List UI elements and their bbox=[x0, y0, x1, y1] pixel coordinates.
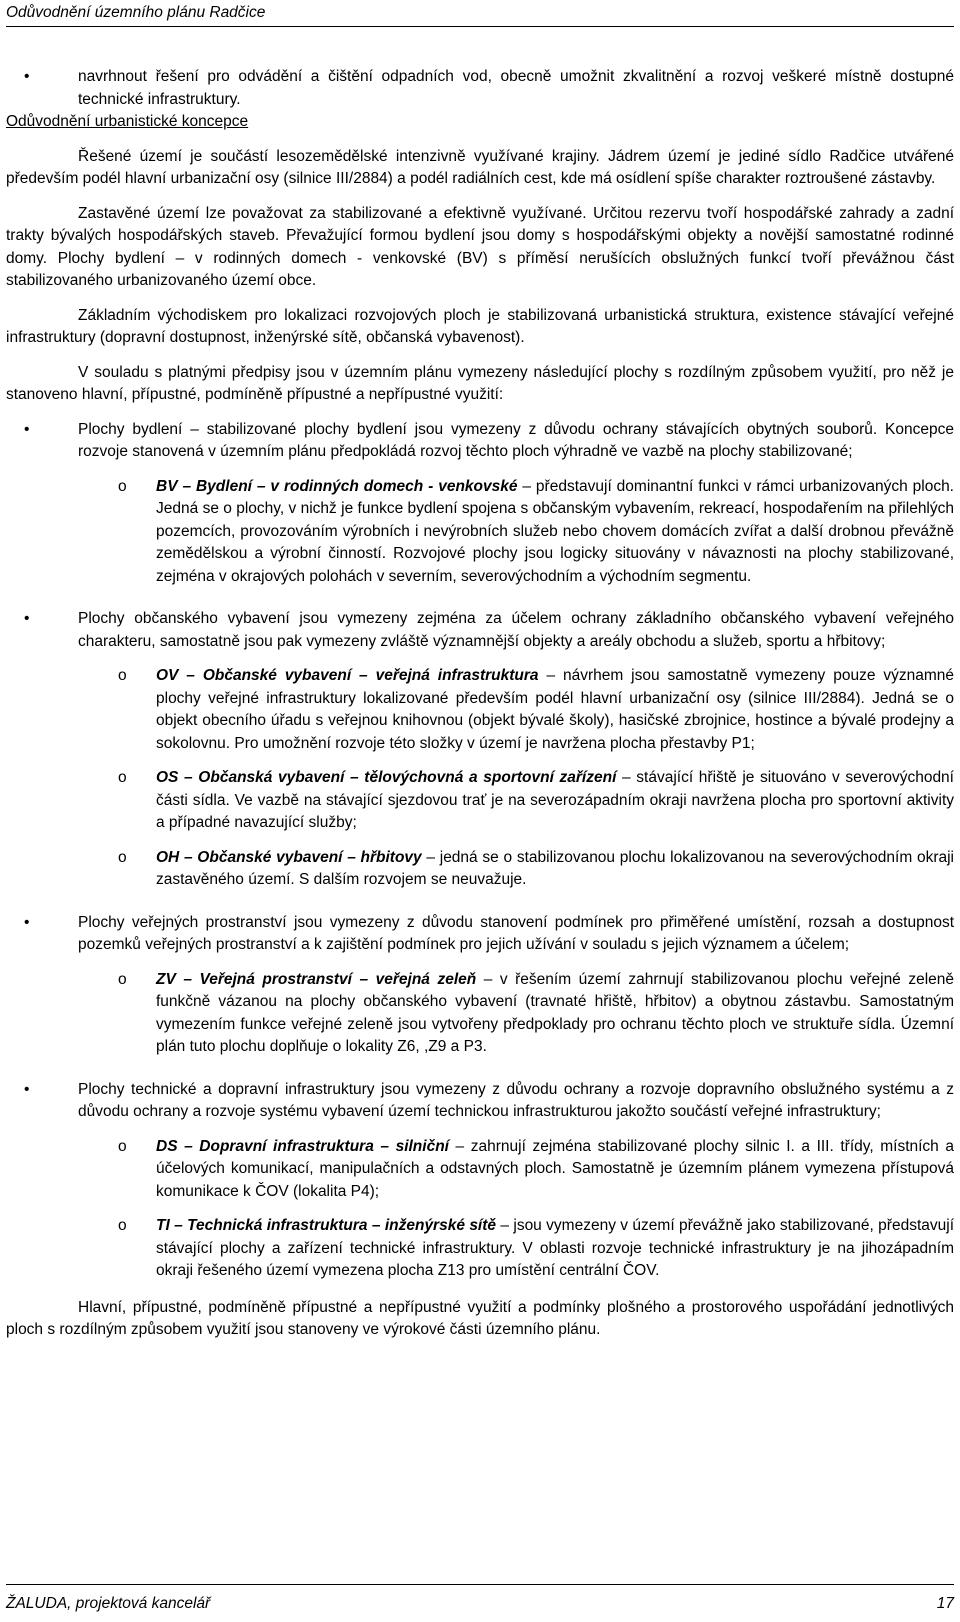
header-title: Odůvodnění územního plánu Radčice bbox=[6, 4, 266, 21]
bullet-intro-text: navrhnout řešení pro odvádění a čištění odpadních vod, obecně umožnit zkvalitnění a rozvoj veškeré místně dostupné technické infrastruktury. bbox=[78, 68, 954, 108]
document-body bbox=[6, 66, 954, 1342]
paragraph-3: Základním východiskem pro lokalizaci rozvojových ploch je stabilizovaná urbanistická struktura, existence stávající veřejné infrastruktury (dopravní dostupnost, inženýrské sítě, občanská vybavenost). bbox=[6, 306, 954, 346]
circle-bullet-icon: o bbox=[118, 769, 127, 786]
paragraph-final: Hlavní, přípustné, podmíněně přípustné a nepřípustné využití a podmínky plošného a prostorového uspořádání jednotlivých ploch s rozdílným způsobem využití jsou stanoveny ve výrokové části územního plánu. bbox=[6, 1298, 954, 1338]
sub-item-title: ZV – Veřejná prostranství – veřejná zeleň bbox=[156, 970, 477, 988]
sub-item-title: DS – Dopravní infrastruktura – silniční bbox=[156, 1137, 449, 1155]
bullet-infrastructure-text: Plochy technické a dopravní infrastruktury jsou vymezeny z důvodu ochrany a rozvoje dopravního obslužného systému a z důvodu ochrany a rozvoje systému vybavení území technickou infrastrukturou jakožto součástí veřejné infrastruktury; bbox=[78, 1080, 954, 1120]
sub-item-text: – návrhem jsou samostatně vymezeny pouze významné plochy veřejné infrastruktury lokalizované především podél hlavní urbanizační osy (silnice III/2884). Jedná se o objekt obecního úřadu s veřejnou knihovnou (objekt bývalé školy), hasičské zbrojnice, hostince a bývalé prodejny a sokolovnu. Pro umožnění rozvoje této složky v území je navržena plocha přestavby P1; bbox=[156, 667, 954, 752]
page-footer bbox=[6, 1584, 954, 1615]
bullet-icon: • bbox=[24, 68, 30, 85]
sub-item-ds bbox=[6, 1136, 954, 1204]
sub-item-bv bbox=[6, 476, 954, 589]
sub-item-text: – zahrnují zejména stabilizované plochy silnic I. a III. třídy, místních a účelových komunikací, manipulačních a odstavných ploch. Samostatně je územním plánem vymezena přístupová komunikace k ČOV (lokalita P4); bbox=[156, 1137, 954, 1200]
sub-item-text: – stávající hřiště je situováno v severovýchodní části sídla. Ve vazbě na stávající sjezdovou trať je na severozápadním okraji navržena plocha pro sportovní aktivity a případné navazující služby; bbox=[156, 769, 954, 831]
paragraph-4: V souladu s platnými předpisy jsou v územním plánu vymezeny následující plochy s rozdílným způsobem využití, pro něž je stanoveno hlavní, přípustné, podmíněně přípustné a nepřípustné využití: bbox=[6, 363, 954, 403]
sub-item-ov bbox=[6, 665, 954, 755]
bullet-housing bbox=[6, 419, 954, 464]
circle-bullet-icon: o bbox=[118, 477, 127, 495]
bullet-infrastructure bbox=[6, 1079, 954, 1124]
circle-bullet-icon: o bbox=[118, 1217, 127, 1234]
bullet-icon: • bbox=[24, 913, 30, 931]
sub-item-text: – v řešením území zahrnují stabilizovanou plochu veřejné zeleně funkčně vázanou na plochy občanského vybavení (travnaté hřiště, hřbitov) a obytnou zástavbu. Samostatným vymezením funkce veřejné zeleně jsou vytvořeny předpoklady pro ochranu těchto ploch ve struktuře sídla. Územní plán tuto plochu doplňuje o lokality Z6, ,Z9 a P3. bbox=[156, 970, 954, 1055]
sub-item-text: – představují dominantní funkci v rámci urbanizovaných ploch. Jedná se o plochy, v nichž je funkce bydlení spojena s občanským vybavením, rekreací, hospodařením na přilehlých pozemcích, provozováním výrobních i nevýrobních služeb nebo chovem domácích zvířat a další drobnou převážně zemědělskou a výrobní činností. Rozvojové plochy jsou logicky situovány v návaznosti na plochy stabilizované, zejména v okrajových polohách v severním, severovýchodním a východním segmentu. bbox=[156, 477, 954, 585]
paragraph-2: Zastavěné území lze považovat za stabilizované a efektivně využívané. Určitou rezervu tvoří hospodářské zahrady a zadní trakty bývalých hospodářských staveb. Převažující formou bydlení jsou domy s hospodářskými objekty a novější samostatné rodinné domy. Plochy bydlení – v rodinných domech - venkovské (BV) s příměsí nerušících obslužných funkcí tvoří převážnou část stabilizovaného urbanizovaného území obce. bbox=[6, 204, 954, 289]
circle-bullet-icon: o bbox=[118, 1137, 127, 1155]
sub-item-title: TI – Technická infrastruktura – inženýrské sítě bbox=[156, 1217, 497, 1234]
bullet-housing-text: Plochy bydlení – stabilizované plochy bydlení jsou vymezeny z důvodu ochrany stávajících obytných souborů. Koncepce rozvoje stanovená v územním plánu předpokládá rozvoj těchto ploch výhradně ve vazbě na plochy stabilizované; bbox=[78, 420, 954, 460]
section-heading: Odůvodnění urbanistické koncepce bbox=[6, 113, 249, 130]
page-number: 17 bbox=[936, 1595, 954, 1612]
bullet-icon: • bbox=[24, 420, 30, 438]
sub-item-text: – jsou vymezeny v území převážně jako stabilizované, představují stávající plochy a zařízení technické infrastruktury. V oblasti rozvoje technické infrastruktury je na jihozápadním okraji řešeného území vymezena plocha Z13 pro umístění centrální ČOV. bbox=[156, 1217, 954, 1279]
bullet-public-spaces bbox=[6, 912, 954, 957]
bullet-public-spaces-text: Plochy veřejných prostranství jsou vymezeny z důvodu stanovení podmínek pro přiměřené umístění, rozsah a dostupnost pozemků veřejných prostranství a k zajištění podmínek pro jejich užívání v souladu s jejich významem a účelem; bbox=[78, 913, 954, 953]
sub-item-title: OS – Občanská vybavení – tělovýchovná a sportovní zařízení bbox=[156, 769, 617, 786]
sub-item-title: OH – Občanské vybavení – hřbitovy bbox=[156, 848, 422, 866]
page-header bbox=[6, 0, 954, 27]
sub-item-text: – jedná se o stabilizovanou plochu lokalizovanou na severovýchodním okraji zastavěného území. S dalším rozvojem se neuvažuje. bbox=[156, 848, 955, 888]
circle-bullet-icon: o bbox=[118, 848, 127, 866]
bullet-icon: • bbox=[24, 1080, 30, 1098]
sub-item-title: BV – Bydlení – v rodinných domech - venkovské bbox=[156, 477, 518, 495]
circle-bullet-icon: o bbox=[118, 970, 127, 988]
sub-item-zv bbox=[6, 969, 954, 1059]
footer-company: ŽALUDA, projektová kancelář bbox=[6, 1595, 211, 1612]
sub-item-oh bbox=[6, 847, 954, 892]
bullet-civic-text: Plochy občanského vybavení jsou vymezeny zejména za účelem ochrany základního občanského vybavení veřejného charakteru, samostatně jsou pak vymezeny zvláště významnější objekty a areály obchodu a služeb, sportu a hřbitovy; bbox=[78, 610, 954, 650]
sub-item-os bbox=[6, 767, 954, 835]
circle-bullet-icon: o bbox=[118, 667, 127, 684]
sub-item-title: OV – Občanské vybavení – veřejná infrastruktura bbox=[156, 667, 539, 684]
bullet-icon: • bbox=[24, 610, 30, 627]
sub-item-ti bbox=[6, 1215, 954, 1283]
bullet-civic bbox=[6, 608, 954, 653]
bullet-intro bbox=[6, 66, 954, 111]
paragraph-1: Řešené území je součástí lesozemědělské intenzivně využívané krajiny. Jádrem území je jediné sídlo Radčice utvářené především podél hlavní urbanizační osy (silnice III/2884) a podél radiálních cest, kde má osídlení spíše charakter roztroušené zástavby. bbox=[6, 147, 954, 187]
